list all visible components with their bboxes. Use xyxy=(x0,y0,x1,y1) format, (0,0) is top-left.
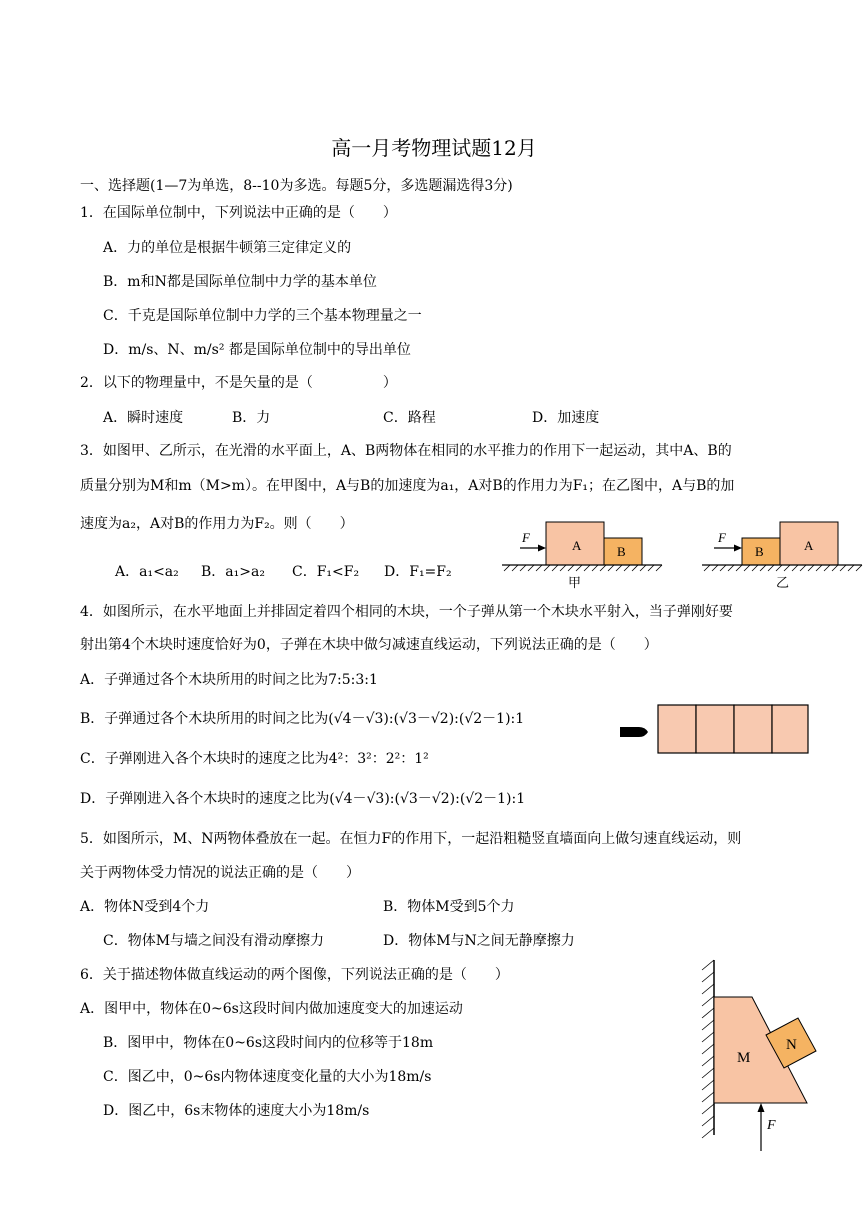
fig-jia-caption: 甲 xyxy=(568,575,582,590)
q1-option-c: C．千克是国际单位制中力学的三个基本物理量之一 xyxy=(103,308,422,324)
page-title: 高一月考物理试题12月 xyxy=(331,136,537,160)
q1-option-a: A．力的单位是根据牛顿第三定律定义的 xyxy=(103,240,352,256)
q5-option-b: B．物体M受到5个力 xyxy=(383,899,515,915)
fig-yi-caption: 乙 xyxy=(776,575,790,590)
section-heading: 一、选择题(1—7为单选，8--10为多选。每题5分，多选题漏选得3分) xyxy=(80,178,513,194)
wood-block-2 xyxy=(696,705,734,753)
fig-yi-a-label: A xyxy=(804,538,814,553)
q4-stem-line2: 射出第4个木块时速度恰好为0，子弹在木块中做匀减速直线运动，下列说法正确的是（ ） xyxy=(80,637,658,653)
q5-option-c: C．物体M与墙之间没有滑动摩擦力 xyxy=(103,933,325,949)
figure-bullet-blocks xyxy=(615,700,815,760)
block-n-label: N xyxy=(786,1037,797,1053)
q4-stem-line1: 4．如图所示，在水平地面上并排固定着四个相同的木块，一个子弹从第一个木块水平射入，当子弹刚好要 xyxy=(80,604,733,620)
q4-option-b: B．子弹通过各个木块所用的时间之比为(√4－√3):(√3－√2):(√2－1):1 xyxy=(80,711,525,727)
q4-option-a: A．子弹通过各个木块所用的时间之比为7:5:3:1 xyxy=(80,672,378,688)
q5-option-d: D．物体M与N之间无静摩擦力 xyxy=(383,933,575,949)
block-m-label: M xyxy=(737,1050,751,1066)
q6-stem: 6．关于描述物体做直线运动的两个图像，下列说法正确的是（ ） xyxy=(80,967,509,983)
q6-option-b: B．图甲中，物体在0~6s这段时间内的位移等于18m xyxy=(103,1035,434,1051)
q2-option-d: D．加速度 xyxy=(532,410,600,426)
q2-option-c: C．路程 xyxy=(383,410,436,426)
q3-stem-line1: 3．如图甲、乙所示，在光滑的水平面上，A、B两物体在相同的水平推力的作用下一起运动，其中A、B的 xyxy=(80,443,732,459)
q5-stem-line1: 5．如图所示，M、N两物体叠放在一起。在恒力F的作用下，一起沿粗糙竖直墙面向上做匀速直线运动，则 xyxy=(80,831,742,847)
q3-option-a: A．a₁<a₂ xyxy=(115,564,179,580)
q3-option-d: D．F₁=F₂ xyxy=(384,564,452,580)
q6-option-d: D．图乙中，6s末物体的速度大小为18m/s xyxy=(103,1103,370,1119)
fig-yi-ground-hatch xyxy=(704,565,862,571)
q1-option-b: B．m和N都是国际单位制中力学的基本单位 xyxy=(103,274,377,290)
force-f-label: F xyxy=(767,1118,776,1133)
figure-wall-mn xyxy=(690,955,820,1160)
bullet-icon xyxy=(620,727,648,737)
q6-option-a: A．图甲中，物体在0~6s这段时间内做加速度变大的加速运动 xyxy=(80,1001,463,1017)
q3-option-c: C．F₁<F₂ xyxy=(292,564,360,580)
q3-stem-line2: 质量分别为M和m（M>m）。在甲图中，A与B的加速度为a₁，A对B的作用力为F₁；在乙图中，A与B的加 xyxy=(80,478,735,494)
q2-option-b: B．力 xyxy=(232,410,271,426)
q2-option-a: A．瞬时速度 xyxy=(103,410,184,426)
wood-block-4 xyxy=(772,705,808,753)
figure-jia xyxy=(500,515,665,590)
wood-block-3 xyxy=(734,705,772,753)
fig-yi-b-label: B xyxy=(755,544,764,559)
wood-block-1 xyxy=(658,705,696,753)
wall-hatch xyxy=(702,960,714,1138)
figure-yi xyxy=(700,515,865,590)
fig-jia-a-label: A xyxy=(572,538,582,553)
fig-yi-f-label: F xyxy=(718,530,726,545)
q5-option-a: A．物体N受到4个力 xyxy=(80,899,210,915)
q1-stem: 1．在国际单位制中，下列说法中正确的是（ ） xyxy=(80,205,397,221)
q3-option-b: B．a₁>a₂ xyxy=(201,564,265,580)
q4-option-c: C．子弹刚进入各个木块时的速度之比为4²：3²：2²：1² xyxy=(80,751,429,767)
fig-jia-f-label: F xyxy=(522,530,530,545)
q4-option-d: D．子弹刚进入各个木块时的速度之比为(√4－√3):(√3－√2):(√2－1):1 xyxy=(80,791,526,807)
q6-option-c: C．图乙中，0~6s内物体速度变化量的大小为18m/s xyxy=(103,1069,432,1085)
q1-option-d: D．m/s、N、m/s² 都是国际单位制中的导出单位 xyxy=(103,342,411,358)
q2-stem: 2．以下的物理量中，不是矢量的是（ ） xyxy=(80,375,397,391)
q5-stem-line2: 关于两物体受力情况的说法正确的是（ ） xyxy=(80,865,360,881)
fig-jia-b-label: B xyxy=(617,544,626,559)
fig-jia-ground-hatch xyxy=(504,565,662,571)
q3-stem-line3: 速度为a₂，A对B的作用力为F₂。则（ ） xyxy=(80,516,354,532)
